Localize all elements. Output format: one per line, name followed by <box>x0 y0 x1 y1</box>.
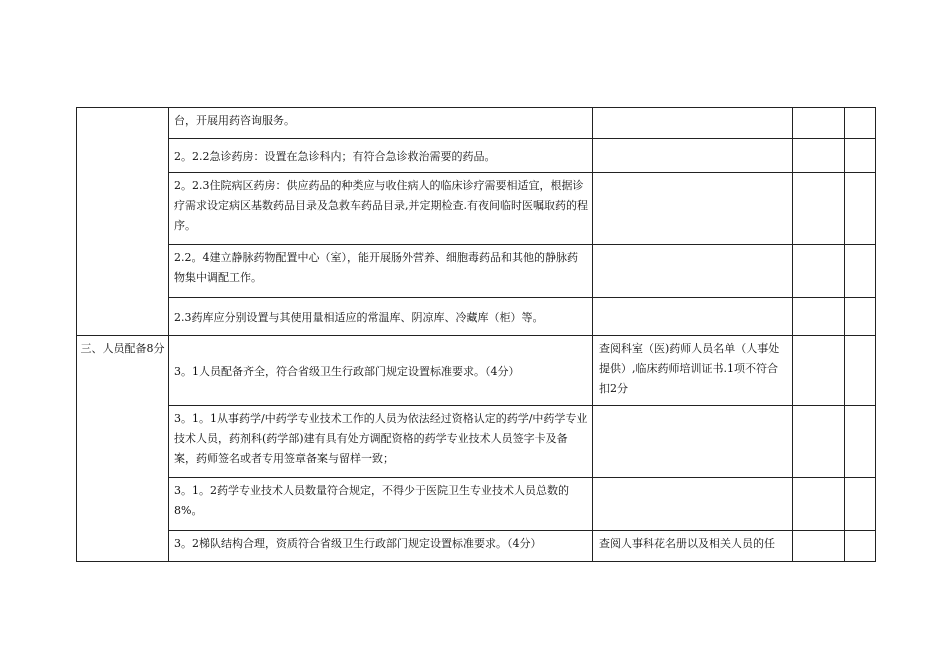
check-method-cell <box>593 245 793 298</box>
standard-cell <box>169 336 593 406</box>
check-method-cell <box>593 298 793 336</box>
standard-cell <box>169 173 593 245</box>
section-3-title-cell <box>77 336 169 562</box>
note-cell <box>845 298 876 336</box>
check-method-cell <box>593 139 793 173</box>
score-cell <box>793 531 845 562</box>
score-cell <box>793 478 845 531</box>
standard-cell <box>169 245 593 298</box>
section-title: 三、人员配备8分 <box>80 342 165 355</box>
score-cell <box>793 245 845 298</box>
check-method-cell <box>593 336 793 406</box>
table-row <box>77 406 876 478</box>
table-row <box>77 173 876 245</box>
score-cell <box>793 336 845 406</box>
note-cell <box>845 531 876 562</box>
standard-cell <box>169 139 593 173</box>
check-method-cell <box>593 173 793 245</box>
standard-text: 2。2.2急诊药房：设置在急诊科内；有符合急诊救治需要的药品。 <box>174 150 496 163</box>
standard-cell <box>169 406 593 478</box>
standard-cell <box>169 108 593 139</box>
standard-cell <box>169 531 593 562</box>
section-2-cell <box>77 108 169 336</box>
note-cell <box>845 406 876 478</box>
table-row <box>77 108 876 139</box>
standard-text: 3。1。2药学专业技术人员数量符合规定，不得少于医院卫生专业技术人员总数的8%。 <box>174 484 569 517</box>
standard-text: 2.2。4建立静脉药物配置中心（室），能开展肠外营养、细胞毒药品和其他的静脉药物集中调配工作。 <box>174 251 578 284</box>
standard-text: 3。1。1从事药学/中药学专业技术工作的人员为依法经过资格认定的药学/中药学专业技术人员，药剂科(药学部)建有具有处方调配资格的药学专业技术人员签字卡及备案，药师签名或者专用签章备案与留样一致； <box>174 412 588 465</box>
note-cell <box>845 245 876 298</box>
score-cell <box>793 108 845 139</box>
note-cell <box>845 173 876 245</box>
table-row <box>77 531 876 562</box>
standard-text: 台，开展用药咨询服务。 <box>174 114 295 127</box>
note-cell <box>845 336 876 406</box>
table-row <box>77 298 876 336</box>
score-cell <box>793 139 845 173</box>
standard-text: 3。1人员配备齐全，符合省级卫生行政部门规定设置标准要求。（4分） <box>174 365 520 378</box>
standard-text: 3。2梯队结构合理，资质符合省级卫生行政部门规定设置标准要求。（4分） <box>174 537 542 550</box>
check-method-cell <box>593 478 793 531</box>
evaluation-table <box>76 107 876 562</box>
note-cell <box>845 139 876 173</box>
standard-text: 2.3药库应分别设置与其使用量相适应的常温库、阴凉库、冷藏库（柜）等。 <box>174 311 544 324</box>
score-cell <box>793 298 845 336</box>
score-cell <box>793 406 845 478</box>
table-row <box>77 245 876 298</box>
check-method-cell <box>593 108 793 139</box>
standard-text: 2。2.3住院病区药房：供应药品的种类应与收住病人的临床诊疗需要相适宜，根据诊疗需求设定病区基数药品目录及急救车药品目录,并定期检查.有夜间临时医嘱取药的程序。 <box>174 179 588 232</box>
table-row <box>77 336 876 406</box>
table-row <box>77 478 876 531</box>
check-method-text: 查阅人事科花名册以及相关人员的任 <box>599 537 775 550</box>
score-cell <box>793 173 845 245</box>
note-cell <box>845 108 876 139</box>
standard-cell <box>169 478 593 531</box>
check-method-cell <box>593 406 793 478</box>
note-cell <box>845 478 876 531</box>
check-method-cell <box>593 531 793 562</box>
check-method-text: 查阅科室（医)药师人员名单（人事处提供）,临床药师培训证书.1项不符合扣2分 <box>599 342 780 395</box>
standard-cell <box>169 298 593 336</box>
table-row <box>77 139 876 173</box>
